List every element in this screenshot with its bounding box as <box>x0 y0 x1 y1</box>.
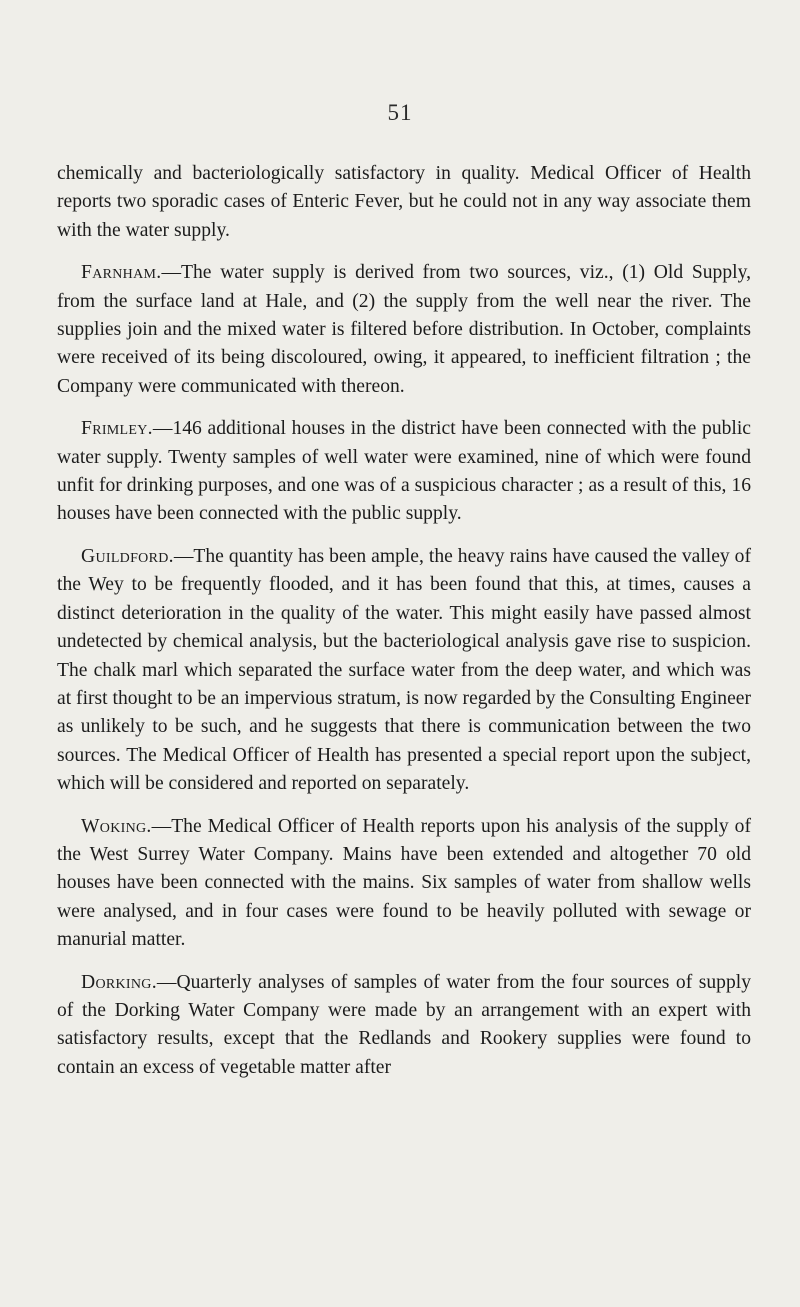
body-text <box>57 160 751 1096</box>
paragraph-farnham <box>57 259 751 401</box>
paragraph-continuation <box>57 160 751 245</box>
paragraph-heading: Frimley. <box>81 418 153 440</box>
paragraph-dorking <box>57 969 751 1083</box>
paragraph-heading: Woking. <box>81 815 152 837</box>
paragraph-text: —The quantity has been ample, the heavy rains have caused the valley of the Wey to be frequently flooded, and it has been found that this, at times, causes a distinct deterioration in the quality of the water. This might easily have passed almost undetected by chemical analysis, but the bacteriological analysis gave rise to suspicion. The chalk marl which separated the surface water from the deep water, and which was at first thought to be an impervious stratum, is now regarded by the Consulting Engineer as unlikely to be such, and he suggests that there is communication between the two sources. The Medical Officer of Health has presented a special report upon the subject, which will be considered and reported on separately. <box>57 545 751 795</box>
paragraph-frimley <box>57 415 751 529</box>
paragraph-text: chemically and bacteriologically satisfactory in quality. Medical Officer of Health reports two sporadic cases of Enteric Fever, but he could not in any way associate them with the water supply. <box>57 163 751 241</box>
paragraph-text: —Quarterly analyses of samples of water from the four sources of supply of the Dorking Water Company were made by an arrangement with an expert with satisfactory results, except that the Redlands and Rookery supplies were found to contain an excess of vegetable matter after <box>57 971 751 1078</box>
paragraph-heading: Farnham. <box>81 262 162 284</box>
paragraph-text: —The Medical Officer of Health reports upon his analysis of the supply of the West Surrey Water Company. Mains have been extended and altogether 70 old houses have been connected with the mains. Six samples of water from shallow wells were analysed, and in four cases were found to be heavily polluted with sewage or manurial matter. <box>57 815 751 951</box>
paragraph-heading: Dorking. <box>81 971 157 993</box>
page-number: 51 <box>387 100 413 125</box>
paragraph-text: —146 additional houses in the district have been connected with the public water supply. Twenty samples of well water were examined, nine of which were found unfit for drinking purposes, and one was of a suspicious character ; as a result of this, 16 houses have been connected with the public supply. <box>57 418 751 525</box>
paragraph-woking <box>57 813 751 955</box>
paragraph-text: —The water supply is derived from two sources, viz., (1) Old Supply, from the surface land at Hale, and (2) the supply from the well near the river. The supplies join and the mixed water is filtered before distribution. In October, complaints were received of its being discoloured, owing, it appeared, to inefficient filtration ; the Company were communicated with thereon. <box>57 262 751 397</box>
paragraph-heading: Guildford. <box>81 545 174 567</box>
paragraph-guildford <box>57 543 751 799</box>
